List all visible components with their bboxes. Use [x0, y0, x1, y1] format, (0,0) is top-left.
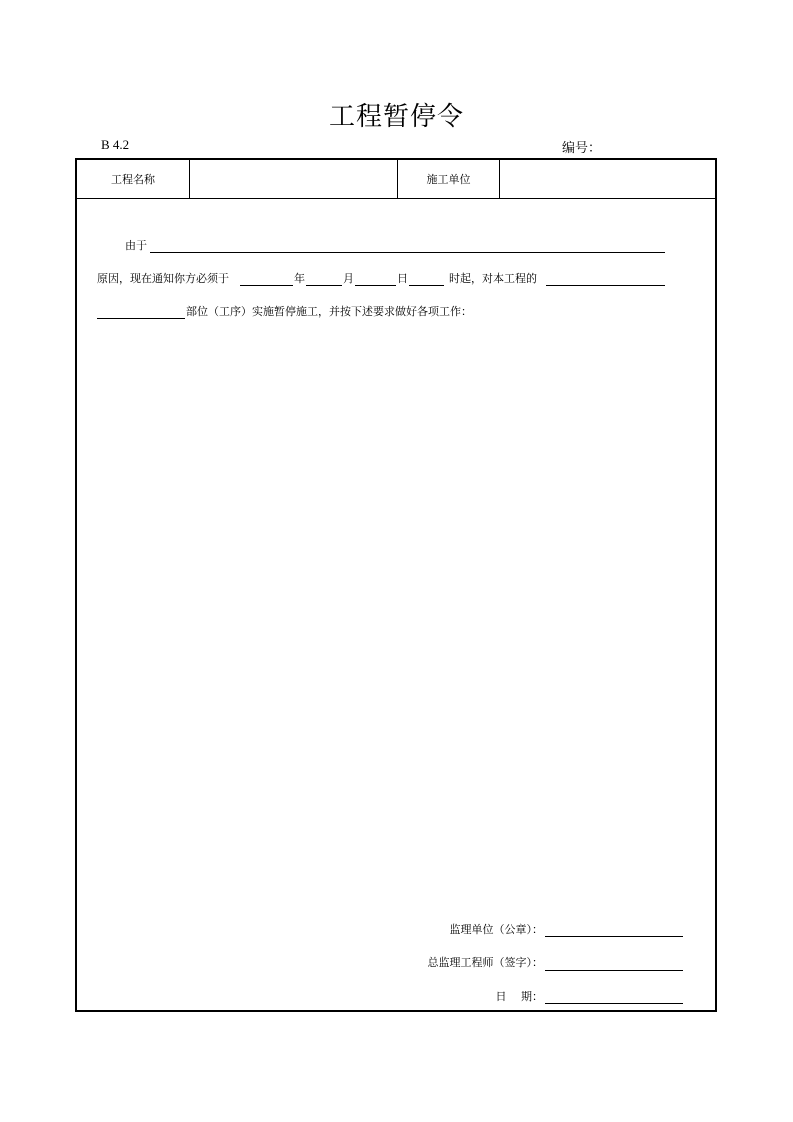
date-label: 日 期：	[495, 990, 543, 1003]
reason-blank[interactable]	[150, 252, 665, 253]
supervisor-unit-label: 监理单位（公章）：	[449, 923, 543, 936]
hour-blank[interactable]	[409, 285, 444, 286]
date-blank[interactable]	[545, 1003, 683, 1004]
project-name-label: 工程名称	[77, 160, 190, 198]
header-row	[77, 160, 715, 199]
day-label: 日	[397, 272, 408, 285]
location-blank[interactable]	[546, 285, 665, 286]
part-blank[interactable]	[97, 318, 185, 319]
form-sheet	[75, 158, 717, 1012]
page-title: 工程暂停令	[328, 102, 464, 132]
contractor-label: 施工单位	[398, 160, 500, 198]
month-blank[interactable]	[306, 285, 342, 286]
serial-number-label: 编号：	[562, 141, 602, 156]
notice-text: 原因，现在通知你方必须于	[97, 272, 229, 285]
chief-engineer-label: 总监理工程师（签字）：	[427, 956, 543, 969]
form-code: B 4.2	[101, 137, 130, 152]
month-label: 月	[343, 272, 354, 285]
due-to-label: 由于	[125, 239, 147, 252]
hour-from-text: 时起，对本工程的	[449, 272, 537, 285]
supervisor-unit-blank[interactable]	[545, 936, 683, 937]
chief-engineer-blank[interactable]	[545, 970, 683, 971]
year-label: 年	[294, 272, 305, 285]
year-blank[interactable]	[240, 285, 293, 286]
suspension-text: 部位（工序）实施暂停施工，并按下述要求做好各项工作：	[186, 305, 472, 318]
contractor-field[interactable]	[500, 160, 717, 198]
day-blank[interactable]	[355, 285, 396, 286]
project-name-field[interactable]	[190, 160, 398, 198]
